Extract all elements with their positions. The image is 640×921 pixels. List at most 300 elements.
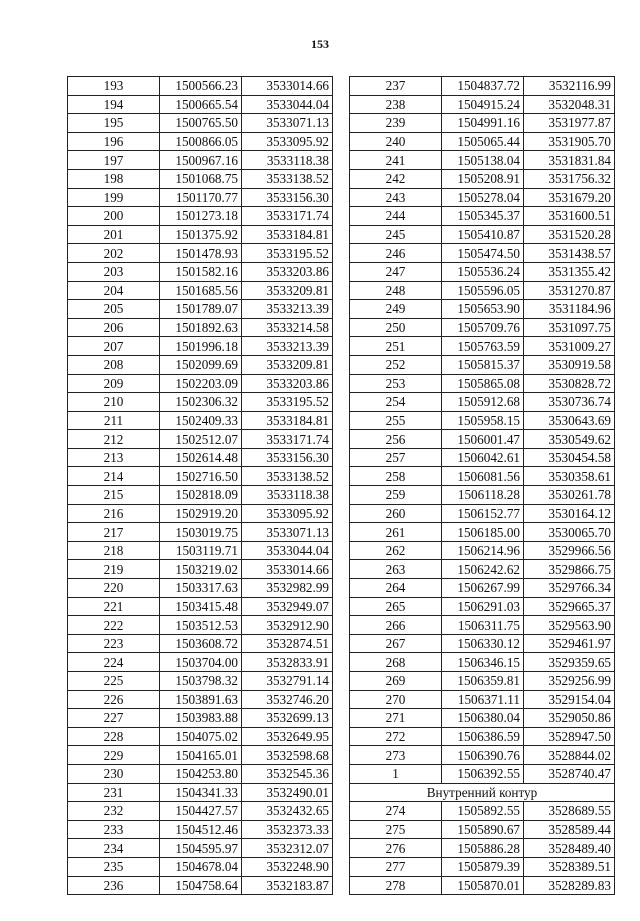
y-coordinate-cell: 3533095.92 [242, 132, 333, 151]
table-row [350, 560, 615, 579]
coordinates-table-left [67, 76, 333, 895]
table-row [68, 820, 333, 839]
point-number-cell: 263 [350, 560, 442, 579]
point-number-cell: 271 [350, 709, 442, 728]
point-number-cell: 244 [350, 207, 442, 226]
x-coordinate-cell: 1504165.01 [160, 746, 242, 765]
x-coordinate-cell: 1503317.63 [160, 579, 242, 598]
table-row [68, 727, 333, 746]
point-number-cell: 225 [68, 672, 160, 691]
y-coordinate-cell: 3529563.90 [524, 616, 615, 635]
table-row [68, 281, 333, 300]
x-coordinate-cell: 1506042.61 [442, 448, 524, 467]
point-number-cell: 273 [350, 746, 442, 765]
table-row [68, 653, 333, 672]
y-coordinate-cell: 3529966.56 [524, 541, 615, 560]
x-coordinate-cell: 1501892.63 [160, 318, 242, 337]
x-coordinate-cell: 1502306.32 [160, 393, 242, 412]
point-number-cell: 253 [350, 374, 442, 393]
x-coordinate-cell: 1504837.72 [442, 77, 524, 96]
x-coordinate-cell: 1504758.64 [160, 876, 242, 895]
y-coordinate-cell: 3533195.52 [242, 244, 333, 263]
x-coordinate-cell: 1506346.15 [442, 653, 524, 672]
point-number-cell: 232 [68, 802, 160, 821]
point-number-cell: 251 [350, 337, 442, 356]
x-coordinate-cell: 1506152.77 [442, 504, 524, 523]
y-coordinate-cell: 3533203.86 [242, 262, 333, 281]
table-row [350, 764, 615, 783]
x-coordinate-cell: 1506242.62 [442, 560, 524, 579]
y-coordinate-cell: 3532598.68 [242, 746, 333, 765]
x-coordinate-cell: 1504427.57 [160, 802, 242, 821]
point-number-cell: 203 [68, 262, 160, 281]
x-coordinate-cell: 1505709.76 [442, 318, 524, 337]
point-number-cell: 1 [350, 764, 442, 783]
table-row [68, 132, 333, 151]
x-coordinate-cell: 1504915.24 [442, 95, 524, 114]
table-row [350, 820, 615, 839]
y-coordinate-cell: 3531905.70 [524, 132, 615, 151]
point-number-cell: 258 [350, 467, 442, 486]
x-coordinate-cell: 1506359.81 [442, 672, 524, 691]
table-row [68, 690, 333, 709]
table-row [68, 486, 333, 505]
x-coordinate-cell: 1504341.33 [160, 783, 242, 802]
point-number-cell: 241 [350, 151, 442, 170]
point-number-cell: 266 [350, 616, 442, 635]
y-coordinate-cell: 3532874.51 [242, 634, 333, 653]
point-number-cell: 242 [350, 169, 442, 188]
table-row [350, 281, 615, 300]
point-number-cell: 195 [68, 114, 160, 133]
point-number-cell: 210 [68, 393, 160, 412]
y-coordinate-cell: 3528489.40 [524, 839, 615, 858]
table-row [350, 616, 615, 635]
x-coordinate-cell: 1506291.03 [442, 597, 524, 616]
point-number-cell: 237 [350, 77, 442, 96]
point-number-cell: 215 [68, 486, 160, 505]
y-coordinate-cell: 3533214.58 [242, 318, 333, 337]
point-number-cell: 250 [350, 318, 442, 337]
y-coordinate-cell: 3532699.13 [242, 709, 333, 728]
y-coordinate-cell: 3533044.04 [242, 95, 333, 114]
point-number-cell: 220 [68, 579, 160, 598]
table-row [350, 653, 615, 672]
y-coordinate-cell: 3529665.37 [524, 597, 615, 616]
y-coordinate-cell: 3533071.13 [242, 523, 333, 542]
x-coordinate-cell: 1506311.75 [442, 616, 524, 635]
y-coordinate-cell: 3532048.31 [524, 95, 615, 114]
table-row [68, 541, 333, 560]
y-coordinate-cell: 3530643.69 [524, 411, 615, 430]
point-number-cell: 275 [350, 820, 442, 839]
point-number-cell: 278 [350, 876, 442, 895]
x-coordinate-cell: 1500967.16 [160, 151, 242, 170]
y-coordinate-cell: 3533171.74 [242, 430, 333, 449]
y-coordinate-cell: 3533171.74 [242, 207, 333, 226]
x-coordinate-cell: 1502818.09 [160, 486, 242, 505]
y-coordinate-cell: 3532312.07 [242, 839, 333, 858]
table-row [350, 690, 615, 709]
x-coordinate-cell: 1504991.16 [442, 114, 524, 133]
y-coordinate-cell: 3531184.96 [524, 300, 615, 319]
table-row [68, 560, 333, 579]
y-coordinate-cell: 3531355.42 [524, 262, 615, 281]
table-row [68, 77, 333, 96]
x-coordinate-cell: 1502919.20 [160, 504, 242, 523]
table-row [350, 411, 615, 430]
table-row [350, 318, 615, 337]
section-row [350, 783, 615, 802]
table-row [68, 169, 333, 188]
point-number-cell: 234 [68, 839, 160, 858]
x-coordinate-cell: 1502099.69 [160, 355, 242, 374]
x-coordinate-cell: 1502512.07 [160, 430, 242, 449]
point-number-cell: 274 [350, 802, 442, 821]
point-number-cell: 264 [350, 579, 442, 598]
table-row [68, 579, 333, 598]
x-coordinate-cell: 1505890.67 [442, 820, 524, 839]
x-coordinate-cell: 1506386.59 [442, 727, 524, 746]
point-number-cell: 221 [68, 597, 160, 616]
table-row [68, 448, 333, 467]
point-number-cell: 255 [350, 411, 442, 430]
x-coordinate-cell: 1502409.33 [160, 411, 242, 430]
x-coordinate-cell: 1504595.97 [160, 839, 242, 858]
y-coordinate-cell: 3533213.39 [242, 337, 333, 356]
table-row [68, 783, 333, 802]
table-row [68, 151, 333, 170]
y-coordinate-cell: 3529461.97 [524, 634, 615, 653]
point-number-cell: 249 [350, 300, 442, 319]
table-row [350, 579, 615, 598]
table-row [350, 430, 615, 449]
table-row [68, 467, 333, 486]
y-coordinate-cell: 3533138.52 [242, 467, 333, 486]
table-row [350, 244, 615, 263]
y-coordinate-cell: 3533118.38 [242, 151, 333, 170]
table-row [68, 300, 333, 319]
table-row [68, 523, 333, 542]
x-coordinate-cell: 1505763.59 [442, 337, 524, 356]
x-coordinate-cell: 1505886.28 [442, 839, 524, 858]
table-row [68, 839, 333, 858]
y-coordinate-cell: 3528844.02 [524, 746, 615, 765]
y-coordinate-cell: 3532116.99 [524, 77, 615, 96]
x-coordinate-cell: 1506371.11 [442, 690, 524, 709]
section-label: Внутренний контур [350, 783, 615, 802]
y-coordinate-cell: 3532649.95 [242, 727, 333, 746]
x-coordinate-cell: 1503512.53 [160, 616, 242, 635]
point-number-cell: 222 [68, 616, 160, 635]
table-row [68, 188, 333, 207]
table-row [68, 411, 333, 430]
y-coordinate-cell: 3532791.14 [242, 672, 333, 691]
y-coordinate-cell: 3533209.81 [242, 281, 333, 300]
table-row [350, 597, 615, 616]
x-coordinate-cell: 1503415.48 [160, 597, 242, 616]
y-coordinate-cell: 3528389.51 [524, 857, 615, 876]
y-coordinate-cell: 3533138.52 [242, 169, 333, 188]
y-coordinate-cell: 3528589.44 [524, 820, 615, 839]
y-coordinate-cell: 3531009.27 [524, 337, 615, 356]
y-coordinate-cell: 3532746.20 [242, 690, 333, 709]
x-coordinate-cell: 1505065.44 [442, 132, 524, 151]
y-coordinate-cell: 3531679.20 [524, 188, 615, 207]
y-coordinate-cell: 3531756.32 [524, 169, 615, 188]
y-coordinate-cell: 3530736.74 [524, 393, 615, 412]
table-row [350, 132, 615, 151]
point-number-cell: 260 [350, 504, 442, 523]
coordinates-table-right [349, 76, 615, 895]
table-row [350, 448, 615, 467]
y-coordinate-cell: 3533071.13 [242, 114, 333, 133]
y-coordinate-cell: 3532183.87 [242, 876, 333, 895]
x-coordinate-cell: 1505912.68 [442, 393, 524, 412]
table-row [68, 244, 333, 263]
y-coordinate-cell: 3533203.86 [242, 374, 333, 393]
point-number-cell: 207 [68, 337, 160, 356]
table-row [350, 504, 615, 523]
point-number-cell: 216 [68, 504, 160, 523]
table-row [68, 857, 333, 876]
table-row [350, 839, 615, 858]
x-coordinate-cell: 1506214.96 [442, 541, 524, 560]
x-coordinate-cell: 1505536.24 [442, 262, 524, 281]
table-row [350, 467, 615, 486]
point-number-cell: 256 [350, 430, 442, 449]
table-row [350, 95, 615, 114]
x-coordinate-cell: 1505815.37 [442, 355, 524, 374]
x-coordinate-cell: 1505958.15 [442, 411, 524, 430]
y-coordinate-cell: 3533156.30 [242, 448, 333, 467]
table-row [68, 207, 333, 226]
table-row [350, 262, 615, 281]
x-coordinate-cell: 1504075.02 [160, 727, 242, 746]
y-coordinate-cell: 3533195.52 [242, 393, 333, 412]
point-number-cell: 277 [350, 857, 442, 876]
x-coordinate-cell: 1505653.90 [442, 300, 524, 319]
point-number-cell: 247 [350, 262, 442, 281]
y-coordinate-cell: 3529766.34 [524, 579, 615, 598]
x-coordinate-cell: 1503219.02 [160, 560, 242, 579]
table-row [68, 634, 333, 653]
y-coordinate-cell: 3531600.51 [524, 207, 615, 226]
point-number-cell: 228 [68, 727, 160, 746]
table-row [350, 374, 615, 393]
point-number-cell: 246 [350, 244, 442, 263]
point-number-cell: 209 [68, 374, 160, 393]
x-coordinate-cell: 1505474.50 [442, 244, 524, 263]
x-coordinate-cell: 1500866.05 [160, 132, 242, 151]
y-coordinate-cell: 3531097.75 [524, 318, 615, 337]
point-number-cell: 193 [68, 77, 160, 96]
y-coordinate-cell: 3529154.04 [524, 690, 615, 709]
table-row [350, 393, 615, 412]
x-coordinate-cell: 1506330.12 [442, 634, 524, 653]
x-coordinate-cell: 1500665.54 [160, 95, 242, 114]
y-coordinate-cell: 3531520.28 [524, 225, 615, 244]
x-coordinate-cell: 1505596.05 [442, 281, 524, 300]
point-number-cell: 202 [68, 244, 160, 263]
point-number-cell: 265 [350, 597, 442, 616]
table-row [68, 318, 333, 337]
x-coordinate-cell: 1500566.23 [160, 77, 242, 96]
point-number-cell: 218 [68, 541, 160, 560]
x-coordinate-cell: 1501478.93 [160, 244, 242, 263]
y-coordinate-cell: 3530358.61 [524, 467, 615, 486]
x-coordinate-cell: 1505138.04 [442, 151, 524, 170]
x-coordinate-cell: 1503891.63 [160, 690, 242, 709]
x-coordinate-cell: 1502614.48 [160, 448, 242, 467]
y-coordinate-cell: 3532912.90 [242, 616, 333, 635]
table-row [68, 225, 333, 244]
table-row [68, 393, 333, 412]
y-coordinate-cell: 3533014.66 [242, 77, 333, 96]
page-number: 153 [311, 37, 329, 51]
y-coordinate-cell: 3532490.01 [242, 783, 333, 802]
point-number-cell: 227 [68, 709, 160, 728]
point-number-cell: 204 [68, 281, 160, 300]
x-coordinate-cell: 1503119.71 [160, 541, 242, 560]
y-coordinate-cell: 3531831.84 [524, 151, 615, 170]
x-coordinate-cell: 1501170.77 [160, 188, 242, 207]
table-row [350, 523, 615, 542]
point-number-cell: 208 [68, 355, 160, 374]
point-number-cell: 223 [68, 634, 160, 653]
table-row [68, 114, 333, 133]
table-row [68, 337, 333, 356]
point-number-cell: 233 [68, 820, 160, 839]
x-coordinate-cell: 1503983.88 [160, 709, 242, 728]
x-coordinate-cell: 1506118.28 [442, 486, 524, 505]
y-coordinate-cell: 3533184.81 [242, 411, 333, 430]
x-coordinate-cell: 1502716.50 [160, 467, 242, 486]
table-row [68, 802, 333, 821]
point-number-cell: 270 [350, 690, 442, 709]
table-row [350, 188, 615, 207]
point-number-cell: 268 [350, 653, 442, 672]
y-coordinate-cell: 3530549.62 [524, 430, 615, 449]
y-coordinate-cell: 3533209.81 [242, 355, 333, 374]
y-coordinate-cell: 3529256.99 [524, 672, 615, 691]
point-number-cell: 235 [68, 857, 160, 876]
x-coordinate-cell: 1501996.18 [160, 337, 242, 356]
point-number-cell: 231 [68, 783, 160, 802]
x-coordinate-cell: 1503704.00 [160, 653, 242, 672]
point-number-cell: 226 [68, 690, 160, 709]
x-coordinate-cell: 1503798.32 [160, 672, 242, 691]
point-number-cell: 229 [68, 746, 160, 765]
point-number-cell: 254 [350, 393, 442, 412]
table-row [350, 114, 615, 133]
point-number-cell: 206 [68, 318, 160, 337]
table-row [68, 374, 333, 393]
x-coordinate-cell: 1505865.08 [442, 374, 524, 393]
y-coordinate-cell: 3532248.90 [242, 857, 333, 876]
y-coordinate-cell: 3531977.87 [524, 114, 615, 133]
point-number-cell: 211 [68, 411, 160, 430]
table-row [350, 486, 615, 505]
point-number-cell: 201 [68, 225, 160, 244]
x-coordinate-cell: 1505208.91 [442, 169, 524, 188]
x-coordinate-cell: 1501582.16 [160, 262, 242, 281]
x-coordinate-cell: 1505278.04 [442, 188, 524, 207]
table-row [350, 169, 615, 188]
y-coordinate-cell: 3532833.91 [242, 653, 333, 672]
x-coordinate-cell: 1506185.00 [442, 523, 524, 542]
table-row [350, 802, 615, 821]
y-coordinate-cell: 3532545.36 [242, 764, 333, 783]
table-row [68, 504, 333, 523]
point-number-cell: 200 [68, 207, 160, 226]
table-row [68, 764, 333, 783]
point-number-cell: 240 [350, 132, 442, 151]
point-number-cell: 238 [350, 95, 442, 114]
x-coordinate-cell: 1506390.76 [442, 746, 524, 765]
point-number-cell: 230 [68, 764, 160, 783]
x-coordinate-cell: 1505892.55 [442, 802, 524, 821]
x-coordinate-cell: 1501273.18 [160, 207, 242, 226]
x-coordinate-cell: 1506380.04 [442, 709, 524, 728]
y-coordinate-cell: 3530065.70 [524, 523, 615, 542]
y-coordinate-cell: 3529866.75 [524, 560, 615, 579]
y-coordinate-cell: 3528689.55 [524, 802, 615, 821]
y-coordinate-cell: 3531270.87 [524, 281, 615, 300]
table-row [68, 876, 333, 895]
x-coordinate-cell: 1506267.99 [442, 579, 524, 598]
table-row [68, 597, 333, 616]
y-coordinate-cell: 3530454.58 [524, 448, 615, 467]
x-coordinate-cell: 1501685.56 [160, 281, 242, 300]
y-coordinate-cell: 3532949.07 [242, 597, 333, 616]
point-number-cell: 217 [68, 523, 160, 542]
x-coordinate-cell: 1502203.09 [160, 374, 242, 393]
point-number-cell: 219 [68, 560, 160, 579]
y-coordinate-cell: 3528740.47 [524, 764, 615, 783]
y-coordinate-cell: 3530164.12 [524, 504, 615, 523]
y-coordinate-cell: 3531438.57 [524, 244, 615, 263]
table-row [350, 355, 615, 374]
y-coordinate-cell: 3532982.99 [242, 579, 333, 598]
table-row [350, 746, 615, 765]
point-number-cell: 257 [350, 448, 442, 467]
table-row [68, 746, 333, 765]
y-coordinate-cell: 3528947.50 [524, 727, 615, 746]
point-number-cell: 272 [350, 727, 442, 746]
point-number-cell: 194 [68, 95, 160, 114]
x-coordinate-cell: 1501789.07 [160, 300, 242, 319]
table-row [350, 337, 615, 356]
x-coordinate-cell: 1505870.01 [442, 876, 524, 895]
y-coordinate-cell: 3533184.81 [242, 225, 333, 244]
point-number-cell: 198 [68, 169, 160, 188]
table-row [350, 151, 615, 170]
x-coordinate-cell: 1506081.56 [442, 467, 524, 486]
x-coordinate-cell: 1505410.87 [442, 225, 524, 244]
x-coordinate-cell: 1503019.75 [160, 523, 242, 542]
x-coordinate-cell: 1506001.47 [442, 430, 524, 449]
y-coordinate-cell: 3530261.78 [524, 486, 615, 505]
table-row [350, 77, 615, 96]
table-row [350, 300, 615, 319]
y-coordinate-cell: 3530828.72 [524, 374, 615, 393]
point-number-cell: 205 [68, 300, 160, 319]
x-coordinate-cell: 1500765.50 [160, 114, 242, 133]
y-coordinate-cell: 3533044.04 [242, 541, 333, 560]
y-coordinate-cell: 3533095.92 [242, 504, 333, 523]
point-number-cell: 243 [350, 188, 442, 207]
